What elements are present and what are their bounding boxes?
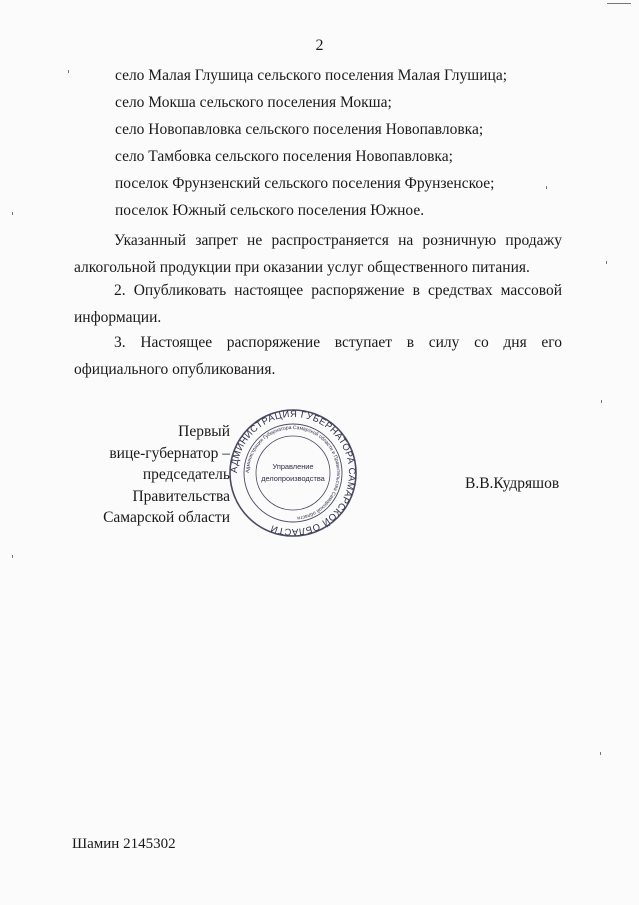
- exception-paragraph: [74, 227, 562, 281]
- signatory-title-line: вице-губернатор –: [109, 444, 230, 462]
- seal-inner-text: Администрация Губернатора Самарской области и Правительства Самарской области: [244, 424, 342, 521]
- page-number: 2: [315, 37, 324, 54]
- scan-speck: [12, 555, 13, 558]
- item-3-text: 3. Настоящее распоряжение вступает в силу со дня его официального опубликования.: [74, 334, 562, 378]
- signatory-title: [70, 421, 230, 529]
- signatory-title-line: Первый: [178, 423, 230, 440]
- scan-speck: [600, 752, 601, 755]
- scan-speck: [601, 400, 602, 403]
- signer-name: В.В.Кудряшов: [465, 475, 560, 492]
- exception-paragraph-text: Указанный запрет не распространяется на розничную продажу алкогольной продукции при оказании услуг общественного питания.: [74, 232, 562, 276]
- settlement-line: село Тамбовка сельского поселения Новопавловка;: [115, 148, 453, 165]
- scan-speck: [546, 186, 547, 189]
- item-2-paragraph: [74, 277, 562, 331]
- settlement-line: село Мокша сельского поселения Мокша;: [115, 94, 392, 111]
- official-seal: [228, 408, 358, 538]
- item-3-paragraph: [74, 329, 562, 383]
- scan-speck: [12, 212, 13, 215]
- signatory-title-line: председатель Правительства: [132, 466, 230, 505]
- scan-speck: [68, 70, 69, 73]
- signatory-title-line: Самарской области: [103, 509, 230, 526]
- settlement-line: поселок Южный сельского поселения Южное.: [115, 202, 425, 219]
- settlement-line: село Новопавловка сельского поселения Новопавловка;: [115, 121, 484, 138]
- settlement-line: поселок Фрунзенский сельского поселения Фрунзенское;: [115, 175, 495, 192]
- seal-outer-text: АДМИНИСТРАЦИЯ ГУБЕРНАТОРА САМАРСКОЙ ОБЛАСТИ: [228, 408, 358, 538]
- executor-info: Шамин 2145302: [72, 836, 176, 852]
- settlement-line: село Малая Глушица сельского поселения Малая Глушица;: [115, 67, 508, 84]
- seal-center-line: Управление: [272, 462, 314, 471]
- seal-center-line: делопроизводства: [261, 474, 325, 483]
- seal-inner-ring: [256, 436, 330, 510]
- seal-middle-ring: [244, 424, 342, 522]
- item-2-text: 2. Опубликовать настоящее распоряжение в средствах массовой информации.: [74, 282, 562, 326]
- scan-speck: [606, 261, 607, 264]
- scan-speck: [607, 3, 631, 4]
